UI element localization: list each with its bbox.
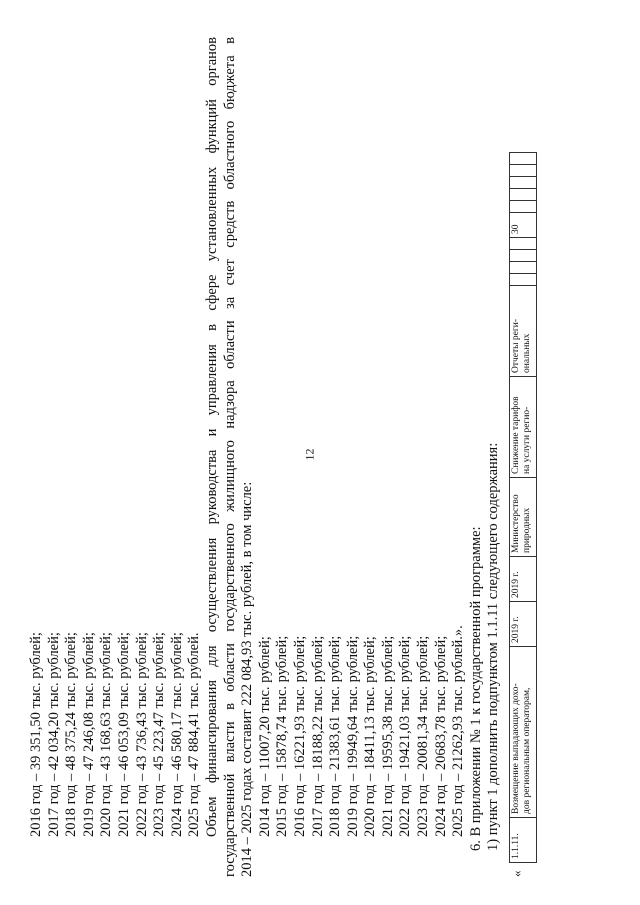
- year-line: 2024 год – 46 580,17 тыс. рублей;: [168, 632, 185, 837]
- year-list-bottom: [257, 37, 468, 877]
- cell-empty: [510, 165, 537, 177]
- paragraph-line: 2014 – 2025 годах составит 222 084,93 тыс. рублей, в том числе:: [239, 481, 256, 877]
- cell-empty: [510, 153, 537, 165]
- year-line: 2022 год – 43 736,43 тыс. рублей;: [133, 632, 150, 837]
- year-line: 2014 год – 11007,20 тыс. рублей;: [256, 636, 273, 837]
- year-line: 2016 год – 39 351,50 тыс. рублей;: [28, 632, 44, 837]
- year-line: 2016 год – 16221,93 тыс. рублей;: [291, 635, 308, 837]
- cell-empty: [510, 262, 537, 274]
- year-line: 2017 год – 42 034,20 тыс. рублей;: [45, 632, 62, 837]
- cell-value-30: 30: [510, 213, 537, 238]
- year-line: 2023 год – 20081,34 тыс. рублей;: [415, 635, 432, 837]
- cell-result: Снижение тарифов на услуги регио-: [510, 377, 537, 478]
- year-line: 2021 год – 19595,38 тыс. рублей;: [379, 635, 396, 837]
- item-6: 6. В приложении № 1 к государственной программе:: [467, 526, 484, 851]
- year-line: 2015 год – 15878,74 тыс. рублей;: [274, 635, 291, 837]
- cell-number: 1.1.11.: [510, 818, 537, 863]
- paragraph-line: Объем финансирования для осуществления руководства и управления в сфере установленных функций органов: [203, 37, 220, 837]
- item-6-1: 1) пункт 1 дополнить подпунктом 1.1.11 следующего содержания:: [485, 442, 502, 851]
- year-line: 2021 год – 46 053,09 тыс. рублей;: [115, 632, 132, 837]
- year-line: 2019 год – 47 246,08 тыс. рублей;: [80, 632, 97, 837]
- year-list-top: [28, 37, 204, 877]
- cell-reports: Отчеты реги- ональных: [510, 286, 537, 377]
- financing-paragraph: [204, 37, 257, 877]
- year-line: 2025 год – 47 884,41 тыс. рублей.: [186, 632, 203, 837]
- year-line: 2018 год – 48 375,24 тыс. рублей;: [63, 632, 80, 837]
- year-line: 2017 год – 18188,22 тыс. рублей;: [309, 635, 326, 837]
- year-line: 2025 год – 21262,93 тыс. рублей.».: [450, 625, 467, 837]
- year-line: 2020 год – 18411,13 тыс. рублей;: [362, 636, 379, 837]
- cell-empty: [510, 274, 537, 286]
- year-line: 2018 год – 21383,61 тыс. рублей;: [327, 635, 344, 837]
- cell-year-start: 2019 г.: [510, 602, 537, 647]
- cell-name: Возмещение выпадающих дохо- дов региональным операторам,: [510, 647, 537, 818]
- cell-empty: [510, 238, 537, 250]
- cell-year-end: 2019 г.: [510, 557, 537, 602]
- cell-empty: [510, 177, 537, 189]
- table-row: [510, 153, 537, 863]
- cell-empty: [510, 189, 537, 201]
- quote-mark: «: [509, 870, 525, 877]
- rotated-document-body: [28, 37, 537, 877]
- cell-empty: [510, 201, 537, 213]
- program-table: [509, 152, 537, 863]
- cell-empty: [510, 250, 537, 262]
- year-line: 2022 год – 19421,03 тыс. рублей;: [397, 635, 414, 837]
- cell-executor: Министерство природных: [510, 478, 537, 557]
- year-line: 2019 год – 19949,64 тыс. рублей;: [344, 635, 361, 837]
- year-line: 2024 год – 20683,78 тыс. рублей;: [432, 635, 449, 837]
- page-number: 12: [302, 448, 317, 461]
- year-line: 2023 год – 45 223,47 тыс. рублей;: [151, 632, 168, 837]
- year-line: 2020 год – 43 168,63 тыс. рублей;: [98, 632, 115, 837]
- paragraph-line: государственной власти в области государственного жилищного надзора области за счет средств областного бюджета в: [221, 37, 238, 877]
